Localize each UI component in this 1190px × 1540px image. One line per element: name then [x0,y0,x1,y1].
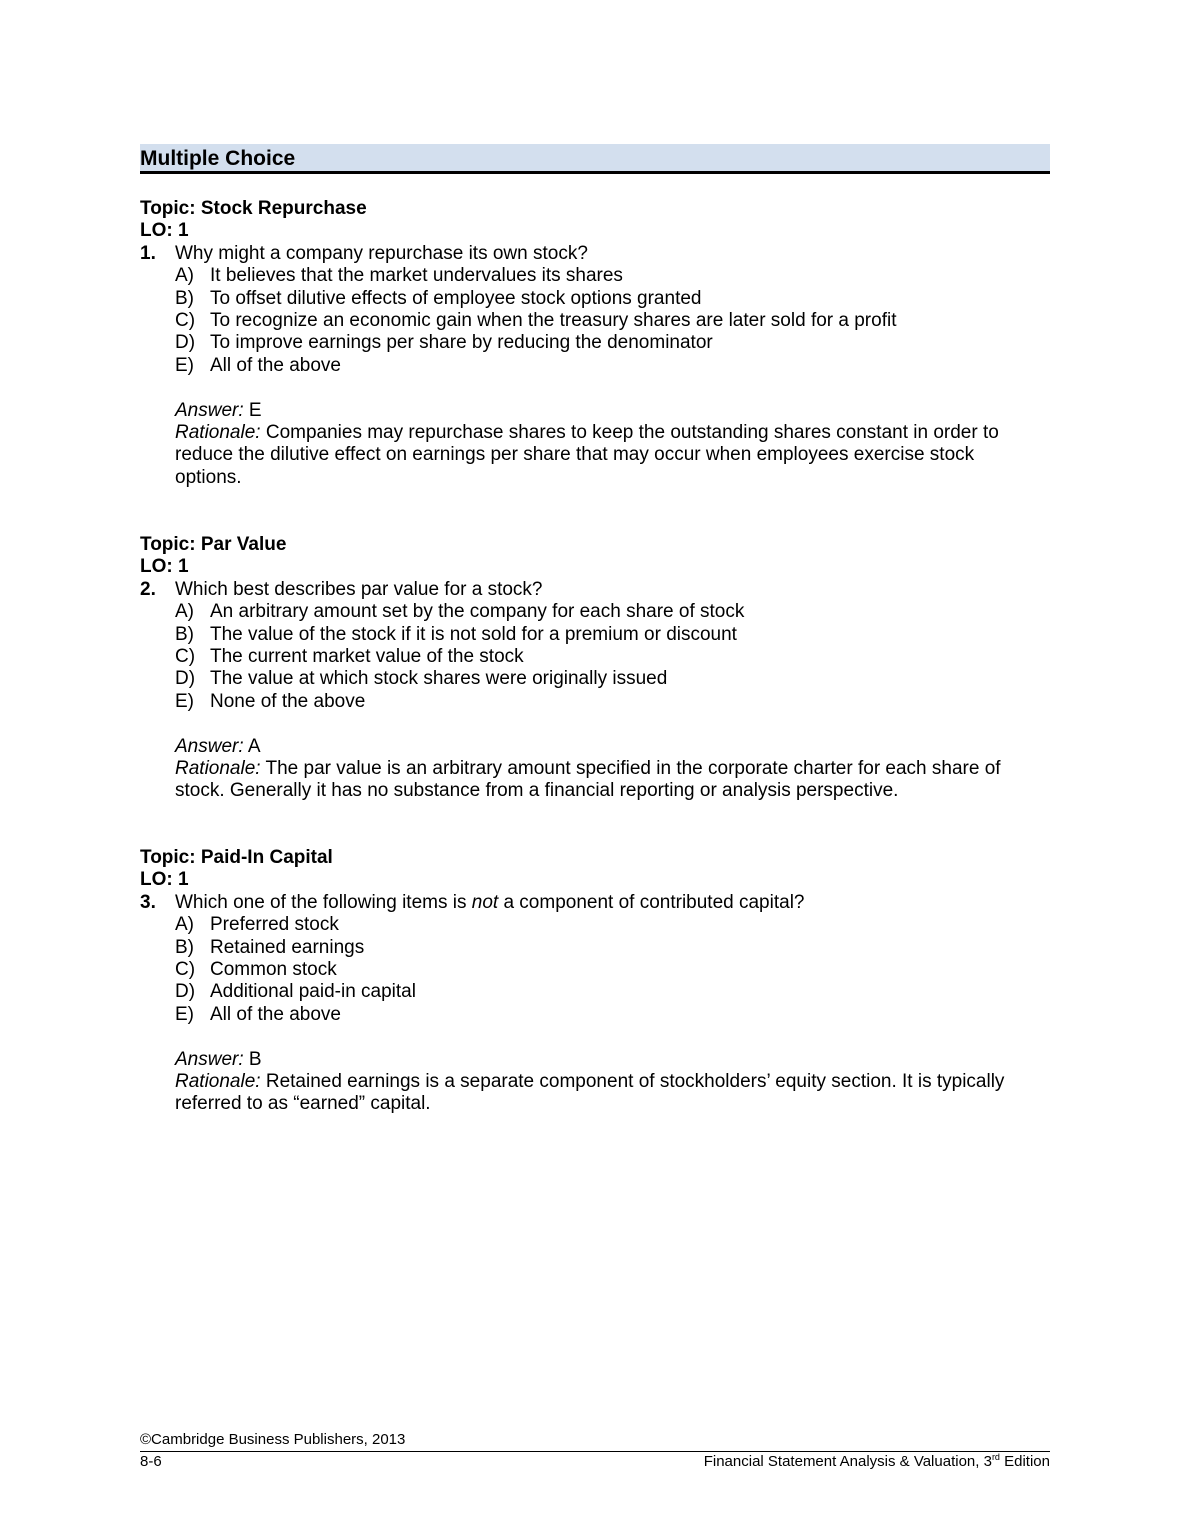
question-text-tail: a component of contributed capital? [498,891,805,913]
option-text: All of the above [210,1003,341,1025]
option-b [140,624,1050,646]
option-d [140,668,1050,690]
answer-value: A [247,735,261,757]
answer-block [140,400,1025,490]
option-letter: E) [175,354,194,376]
option-text: To offset dilutive effects of employee stock options granted [210,287,702,309]
answer-line [175,1049,1025,1071]
option-text: Retained earnings [210,936,365,958]
question-text: Which one of the following items is [175,891,472,913]
option-text: Common stock [210,959,337,981]
option-text: An arbitrary amount set by the company for each share of stock [210,601,745,623]
answer-label: Answer: [175,1048,244,1070]
question-stem [140,579,1050,601]
option-letter: C) [175,959,196,981]
option-c [140,959,1050,981]
option-letter: C) [175,646,196,668]
answer-line [175,400,1025,422]
answer-label: Answer: [175,399,244,421]
option-d [140,981,1050,1003]
option-text: To improve earnings per share by reducing the denominator [210,332,713,354]
edition-superscript: rd [991,1452,1000,1462]
option-text: Additional paid-in capital [210,981,416,1003]
footer-divider [140,1451,1050,1452]
rationale-text: Retained earnings is a separate component of stockholders’ equity section. It is typically referred to as “earned” capital. [175,1071,1005,1115]
option-letter: B) [175,623,194,645]
option-a [140,265,1050,287]
option-text: The current market value of the stock [210,646,524,668]
answer-value: B [248,1048,262,1070]
option-letter: A) [175,914,194,936]
rationale-label: Rationale: [175,422,261,444]
book-title-text: Financial Statement Analysis & Valuation, 3 [703,1453,992,1470]
option-a [140,601,1050,623]
option-letter: A) [175,265,194,287]
option-letter: D) [175,332,196,354]
edition-word: Edition [999,1453,1050,1470]
question-text-emphasis: not [471,891,499,913]
footer-book-title [704,1453,1050,1471]
option-letter: D) [175,668,196,690]
option-e [140,1004,1050,1026]
answer-options [140,914,1050,1026]
footer-copyright: ©Cambridge Business Publishers, 2013 [140,1431,406,1448]
option-letter: B) [175,936,194,958]
rationale [175,1071,1025,1116]
question-2 [140,534,1050,803]
document-page [140,0,1050,1540]
option-a [140,914,1050,936]
option-text: It believes that the market undervalues its shares [210,265,623,287]
option-b [140,288,1050,310]
rationale-label: Rationale: [175,1071,261,1093]
option-text: The value of the stock if it is not sold for a premium or discount [210,623,737,645]
answer-block [140,1049,1025,1116]
option-c [140,310,1050,332]
question-number: 1. [140,242,156,264]
learning-objective: LO: 1 [140,220,189,242]
rationale-text: The par value is an arbitrary amount specified in the corporate charter for each share of stock. Generally it has no substance from a financial reporting or analysis perspective. [175,758,1001,802]
question-number: 3. [140,891,156,913]
question-stem [140,892,1050,914]
option-letter: B) [175,287,194,309]
option-letter: E) [175,1003,194,1025]
option-letter: E) [175,690,194,712]
answer-options [140,265,1050,377]
option-text: Preferred stock [210,914,339,936]
question-topic: Topic: Par Value [140,534,287,555]
option-c [140,646,1050,668]
option-letter: A) [175,601,194,623]
option-e [140,355,1050,377]
rationale [175,758,1025,803]
option-text: None of the above [210,690,366,712]
option-e [140,691,1050,713]
option-text: To recognize an economic gain when the treasury shares are later sold for a profit [210,310,897,332]
learning-objective: LO: 1 [140,869,189,891]
option-text: All of the above [210,354,341,376]
option-letter: D) [175,981,196,1003]
question-1 [140,198,1050,489]
rationale [175,422,1025,489]
question-number: 2. [140,578,156,600]
option-b [140,937,1050,959]
learning-objective: LO: 1 [140,556,189,578]
question-stem [140,243,1050,265]
answer-block [140,736,1025,803]
option-text: The value at which stock shares were originally issued [210,668,668,690]
section-header [140,144,1050,174]
rationale-text: Companies may repurchase shares to keep the outstanding shares constant in order to reduce the dilutive effect on earnings per share that may occur when employees exercise stock options. [175,422,999,488]
question-text: Why might a company repurchase its own stock? [175,242,588,264]
rationale-label: Rationale: [175,758,261,780]
question-text: Which best describes par value for a stock? [175,578,543,600]
answer-options [140,601,1050,713]
section-title: Multiple Choice [140,147,296,170]
answer-line [175,736,1025,758]
footer-page-number: 8-6 [140,1453,162,1470]
question-topic: Topic: Paid-In Capital [140,847,333,868]
option-d [140,332,1050,354]
answer-value: E [248,399,262,421]
question-topic: Topic: Stock Repurchase [140,198,367,219]
question-3 [140,847,1050,1116]
answer-label: Answer: [175,735,244,757]
option-letter: C) [175,310,196,332]
